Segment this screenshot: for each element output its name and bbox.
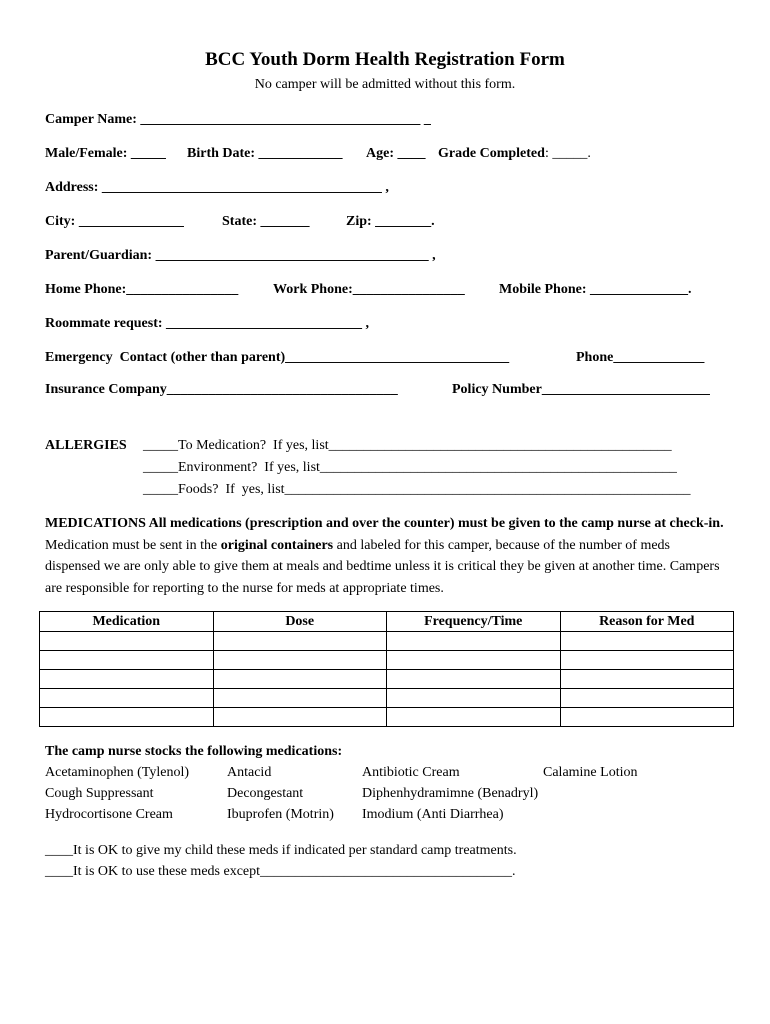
stock-item: Antibiotic Cream (362, 765, 460, 780)
medications-text-1: Medication must be sent in the (45, 537, 221, 553)
stock-item: Decongestant (227, 786, 304, 801)
medication-cell[interactable] (40, 651, 214, 670)
col-medication-header: Medication (40, 612, 214, 632)
table-row (40, 632, 734, 651)
table-row (40, 708, 734, 727)
dose-cell[interactable] (213, 632, 386, 651)
form-title: BCC Youth Dorm Health Registration Form (205, 49, 565, 70)
table-row (40, 689, 734, 708)
allergy-environment-field[interactable]: _____Environment? If yes, list___________________________________________________ (143, 460, 677, 475)
home-phone-field[interactable]: Home Phone:________________ (45, 282, 239, 297)
stock-item: Antacid (227, 765, 272, 780)
frequency-cell[interactable] (386, 689, 560, 708)
table-row (40, 670, 734, 689)
frequency-cell[interactable] (386, 670, 560, 689)
reason-cell[interactable] (560, 632, 733, 651)
stock-item: Imodium (Anti Diarrhea) (362, 807, 504, 822)
dose-cell[interactable] (213, 689, 386, 708)
stock-item: Diphenhydramimne (Benadryl) (362, 786, 539, 801)
frequency-cell[interactable] (386, 708, 560, 727)
stock-item: Calamine Lotion (543, 765, 638, 780)
dose-cell[interactable] (213, 670, 386, 689)
reason-cell[interactable] (560, 708, 733, 727)
col-dose-header: Dose (213, 612, 386, 632)
city-field[interactable]: City: _______________ (45, 214, 184, 229)
consent-except-field[interactable]: ____It is OK to use these meds except____________________________________. (45, 864, 516, 879)
original-containers-emphasis: original containers (220, 537, 334, 553)
stock-item: Hydrocortisone Cream (45, 807, 173, 822)
insurance-company-field[interactable]: Insurance Company_________________________________ (45, 382, 398, 397)
emergency-contact-field[interactable]: Emergency Contact (other than parent)________________________________ (45, 350, 510, 365)
grade-completed-label: Grade Completed (438, 146, 545, 161)
allergy-medication-field[interactable]: _____To Medication? If yes, list_________________________________________________ (143, 438, 672, 453)
allergies-label: ALLERGIES (45, 438, 127, 453)
medication-table (39, 611, 734, 727)
stock-item: Ibuprofen (Motrin) (227, 807, 334, 822)
frequency-cell[interactable] (386, 632, 560, 651)
grade-completed-blank[interactable]: : _____. (544, 146, 591, 161)
birth-date-field[interactable]: Birth Date: ____________ (187, 146, 343, 161)
frequency-cell[interactable] (386, 651, 560, 670)
dose-cell[interactable] (213, 651, 386, 670)
col-reason-header: Reason for Med (560, 612, 733, 632)
mobile-phone-field[interactable]: Mobile Phone: ______________. (499, 282, 692, 297)
medication-table-header (40, 612, 734, 632)
form-subtitle: No camper will be admitted without this form. (254, 77, 516, 92)
medications-bold-lead: MEDICATIONS All medications (prescription and over the counter) must be given to the camp nurse at check-in. (45, 516, 724, 531)
age-field[interactable]: Age: ____ (366, 146, 426, 161)
stock-item: Cough Suppressant (45, 786, 154, 801)
work-phone-field[interactable]: Work Phone:________________ (273, 282, 465, 297)
address-field[interactable]: Address: ________________________________________ , (45, 180, 389, 195)
nurse-stock-heading: The camp nurse stocks the following medications: (45, 744, 343, 759)
medication-cell[interactable] (40, 708, 214, 727)
col-frequency-header: Frequency/Time (386, 612, 560, 632)
reason-cell[interactable] (560, 651, 733, 670)
dose-cell[interactable] (213, 708, 386, 727)
medication-cell[interactable] (40, 632, 214, 651)
consent-standard-field[interactable]: ____It is OK to give my child these meds if indicated per standard camp treatments. (45, 843, 517, 858)
stock-item: Acetaminophen (Tylenol) (45, 765, 190, 780)
camper-name-field[interactable]: Camper Name: ________________________________________ _ (45, 112, 431, 127)
medication-cell[interactable] (40, 670, 214, 689)
medication-cell[interactable] (40, 689, 214, 708)
grade-completed-field[interactable] (438, 147, 591, 161)
policy-number-field[interactable]: Policy Number________________________ (452, 382, 710, 397)
emergency-phone-field[interactable]: Phone_____________ (576, 350, 705, 365)
reason-cell[interactable] (560, 670, 733, 689)
medications-paragraph (45, 513, 725, 599)
male-female-field[interactable]: Male/Female: _____ (45, 146, 166, 161)
table-row (40, 651, 734, 670)
parent-guardian-field[interactable]: Parent/Guardian: _______________________________________ , (45, 248, 436, 263)
medications-text-2: and labeled for this camper, because of the number of meds dispensed we are only able to give them at meals and bedtime unless it is critical they be given at another time. Campers are responsible for reporting to the nurse for meds at appropriate times. (45, 537, 720, 596)
state-field[interactable]: State: _______ (222, 214, 310, 229)
roommate-request-field[interactable]: Roommate request: ____________________________ , (45, 316, 370, 331)
zip-field[interactable]: Zip: ________. (346, 214, 435, 229)
allergy-foods-field[interactable]: _____Foods? If yes, list__________________________________________________________ (143, 482, 691, 497)
reason-cell[interactable] (560, 689, 733, 708)
